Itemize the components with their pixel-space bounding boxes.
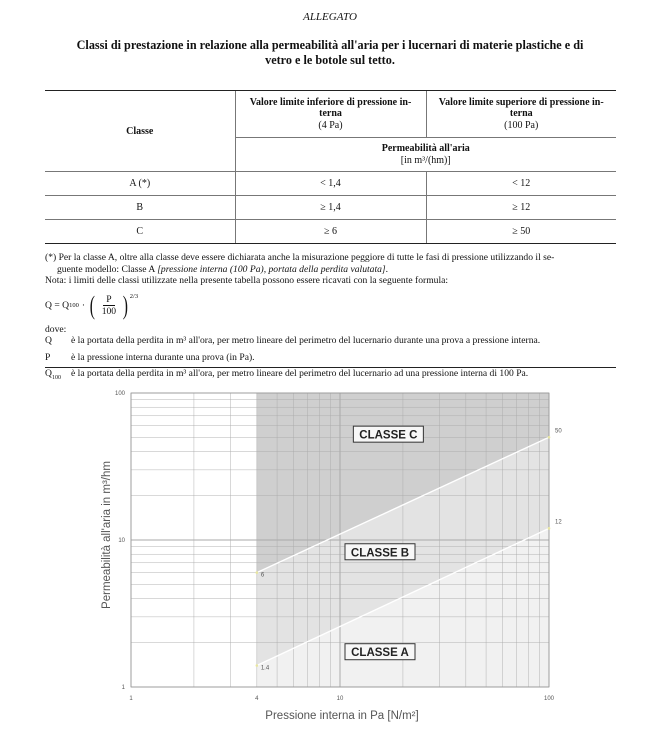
classes-table [45,90,616,244]
table-row [45,196,616,220]
x-tick-label: 4 [255,696,259,702]
x-tick-label: 100 [543,696,555,702]
formula-fraction: $\frac{P}{100}$ [101,294,117,318]
header-classe: Classe [45,91,235,172]
cell-lower: ≥ 6 [235,220,426,244]
limit-point [256,571,259,574]
x-tick-label: 10 [336,696,344,702]
header-permeability: Permeabilità all'aria [in m³/(hm)] [235,138,616,172]
point-label: 12 [555,519,562,526]
limit-point [548,527,551,530]
x-axis-label: Pressione interna in Pa [N/m²] [265,710,419,722]
permeability-chart [88,383,578,729]
x-tick-label: 1 [129,696,133,702]
title-line-1: Classi di prestazione in relazione alla permeabilità all'aria per i lucernari di materie plastiche e di [76,38,584,52]
region-label: CLASSE B [350,547,410,560]
region-label: CLASSE A [351,647,409,660]
notes-bottom-rule [45,367,616,368]
header-upper-limit: Valore limite superiore di pressione in- terna (100 Pa) [426,91,616,138]
y-axis-label: Permeabilità all'aria in m³/hm [101,461,113,609]
y-tick-label: 10 [118,538,125,544]
header-lower-limit: Valore limite inferiore di pressione in- terna (4 Pa) [235,91,426,138]
cell-upper: ≥ 12 [426,196,616,220]
table-row [45,172,616,196]
dove-label: dove: [45,323,67,335]
chart-grid [131,393,549,687]
point-label: 1.4 [260,665,270,672]
cell-classe: A (*) [45,172,235,196]
cell-lower: < 1,4 [235,172,426,196]
formula-exponent: 2/3 [129,292,139,300]
y-tick-label: 1 [121,685,125,691]
region-label: CLASSE C [359,429,418,442]
point-label: 6 [260,572,265,579]
definition-row: Q è la portata della perdita in m³ all'ora, per metro lineare del perimetro del lucernario durante una prova a pressione interna. [45,335,541,347]
table-row [45,220,616,244]
asterisk-note-line-1: (*) Per la classe A, oltre alla classe deve essere dichiarata anche la misurazione peggiore di tutte le fasi di pressione utilizzando il se- [45,252,555,263]
cell-upper: < 12 [426,172,616,196]
limit-point [548,436,551,439]
y-tick-label: 100 [114,391,125,397]
title-line-2: vetro e le botole sul tetto. [265,53,395,67]
document-title [60,38,600,68]
document-header: ALLEGATO [303,11,357,23]
asterisk-note-line-2: guente modello: Classe A [pressione interna (100 Pa), portata della perdita valutata]. [57,263,389,275]
point-label: 50 [555,428,562,435]
formula-note: Nota: i limiti delle classi utilizzate nella presente tabella possono essere ricavati con la seguente formula: [45,275,449,287]
cell-lower: ≥ 1,4 [235,196,426,220]
definition-row: P è la pressione interna durante una prova (in Pa). [45,351,255,363]
cell-upper: ≥ 50 [426,220,616,244]
cell-classe: B [45,196,235,220]
definition-row: $Q_{100}$ è la portata della perdita in m³ all'ora, per metro lineare del perimetro del lucernario ad una pressione interna di 100 Pa. [45,368,529,382]
cell-classe: C [45,220,235,244]
formula: Q = Q 100 · ( $\frac{P}{100}$ ) 2/3 [45,290,139,320]
notes-block [45,252,616,385]
limit-point [256,664,259,667]
